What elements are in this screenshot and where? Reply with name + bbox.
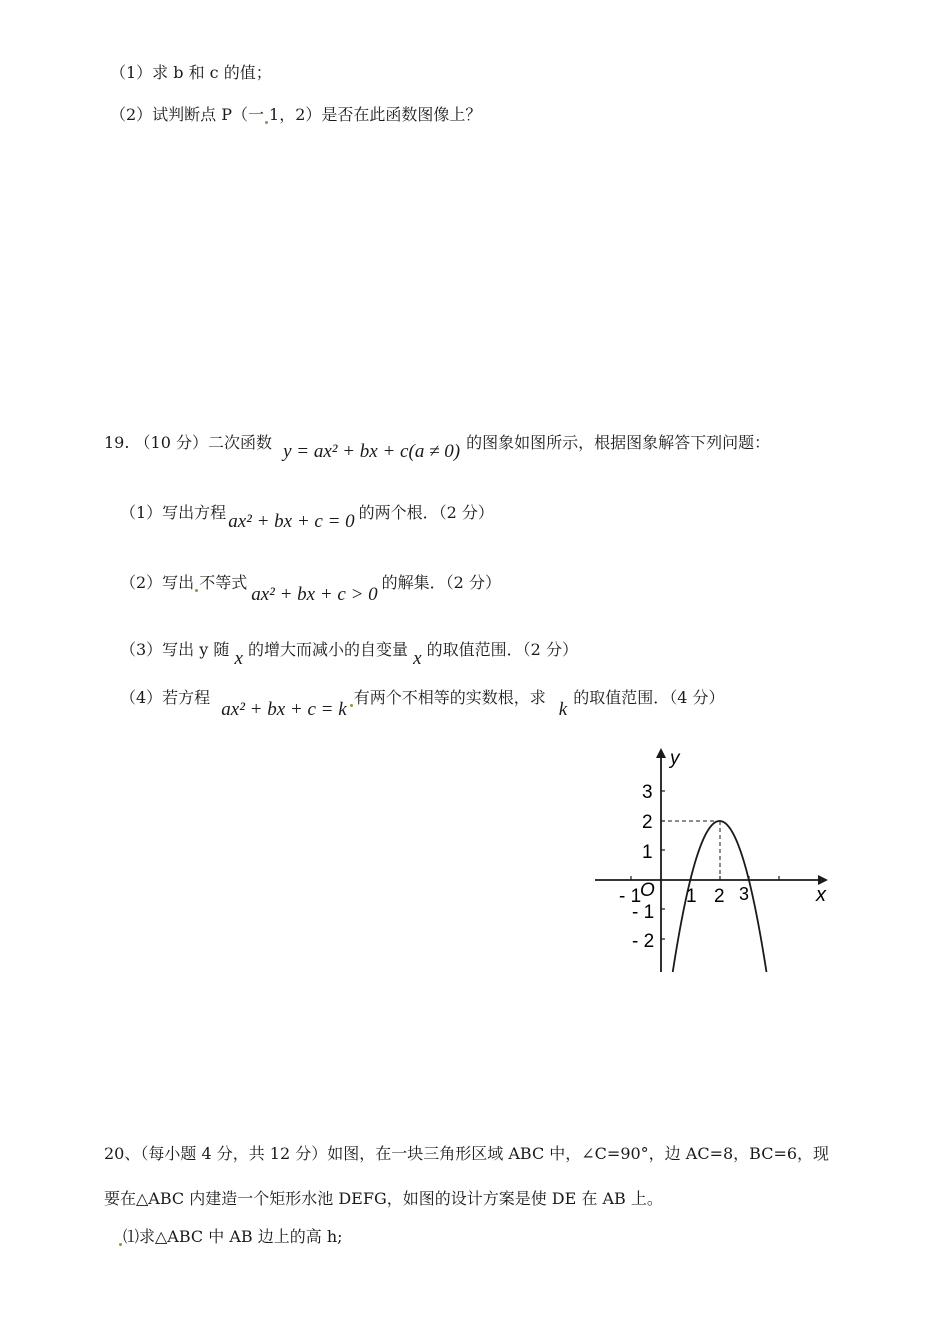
x-tick-label-2: 2 xyxy=(714,886,725,907)
y-axis-label: y xyxy=(670,748,680,769)
q19-intro xyxy=(104,432,771,462)
mark-dot-icon xyxy=(119,1243,122,1246)
q19-p3-x1: x xyxy=(234,648,243,669)
q20-line1: 20、（每小题 4 分，共 12 分）如图，在一块三角形区域 ABC 中，∠C=90°，边 AC=8，BC=6，现 xyxy=(104,1144,830,1163)
y-tick-label-2: 2 xyxy=(642,812,653,833)
mark-dot-icon xyxy=(350,704,353,707)
q19-p1-formula: ax² + bx + c = 0 xyxy=(228,511,355,532)
q19-number: 19. xyxy=(104,433,130,452)
y-tick-label-neg2: - 2 xyxy=(632,931,655,952)
q18-part1: （1）求 b 和 c 的值； xyxy=(110,63,272,82)
y-tick-label-3: 3 xyxy=(642,782,653,803)
mark-dot-icon xyxy=(265,121,268,124)
q19-p3-end: 的取值范围．（2 分） xyxy=(426,640,578,659)
q19-p3-mid: 的增大而减小的自变量 xyxy=(248,640,409,659)
q19-p2-start2: 不等式 xyxy=(199,573,248,592)
q19-intro-end: 的图象如图所示，根据图象解答下列问题： xyxy=(466,433,771,452)
x-axis-label: x xyxy=(816,884,826,906)
x-tick-label-neg1: - 1 xyxy=(619,886,642,907)
q19-part2 xyxy=(120,572,501,605)
q19-main-formula: y = ax² + bx + c(a ≠ 0) xyxy=(283,441,461,462)
q19-p3-start: （3）写出 y 随 xyxy=(120,640,230,659)
q19-intro-start: （10 分）二次函数 xyxy=(134,433,272,452)
q19-p3-x2: x xyxy=(413,648,422,669)
q19-p2-formula: ax² + bx + c > 0 xyxy=(251,584,378,605)
q19-p1-end: 的两个根．（2 分） xyxy=(358,503,494,522)
q18-part2-end: 1，2）是否在此函数图像上？ xyxy=(269,105,482,124)
q19-p2-end: 的解集．（2 分） xyxy=(381,573,501,592)
q20-part1 xyxy=(118,1226,343,1248)
q20-line2: 要在△ABC 内建造一个矩形水池 DEFG，如图的设计方案是使 DE 在 AB 上。 xyxy=(104,1189,663,1208)
q19-part1 xyxy=(120,502,494,532)
mark-dot-icon xyxy=(195,589,198,592)
q19-part3 xyxy=(120,639,578,669)
q18-part2 xyxy=(110,104,481,126)
q19-p4-mid: 有两个不相等的实数根，求 xyxy=(353,688,546,707)
q19-p1-start: （1）写出方程 xyxy=(120,503,227,522)
origin-label: O xyxy=(640,880,655,901)
y-tick-label-neg1: - 1 xyxy=(632,902,655,923)
parabola-graph xyxy=(590,742,840,977)
y-tick-label-1: 1 xyxy=(642,842,653,863)
x-tick-label-1: 1 xyxy=(686,886,697,907)
q20-part1-text: ⑴求△ABC 中 AB 边上的高 h; xyxy=(123,1227,343,1246)
q19-p4-formula: ax² + bx + c = k xyxy=(221,699,347,720)
q19-p2-start: （2）写出 xyxy=(120,573,195,592)
q19-p4-start: （4）若方程 xyxy=(120,688,211,707)
q19-p4-k: k xyxy=(558,699,568,720)
q18-part2-start: （2）试判断点 P（一 xyxy=(110,105,265,124)
x-tick-label-3: 3 xyxy=(739,884,750,904)
q19-part4 xyxy=(120,687,725,720)
q19-p4-end: 的取值范围．（4 分） xyxy=(573,688,725,707)
